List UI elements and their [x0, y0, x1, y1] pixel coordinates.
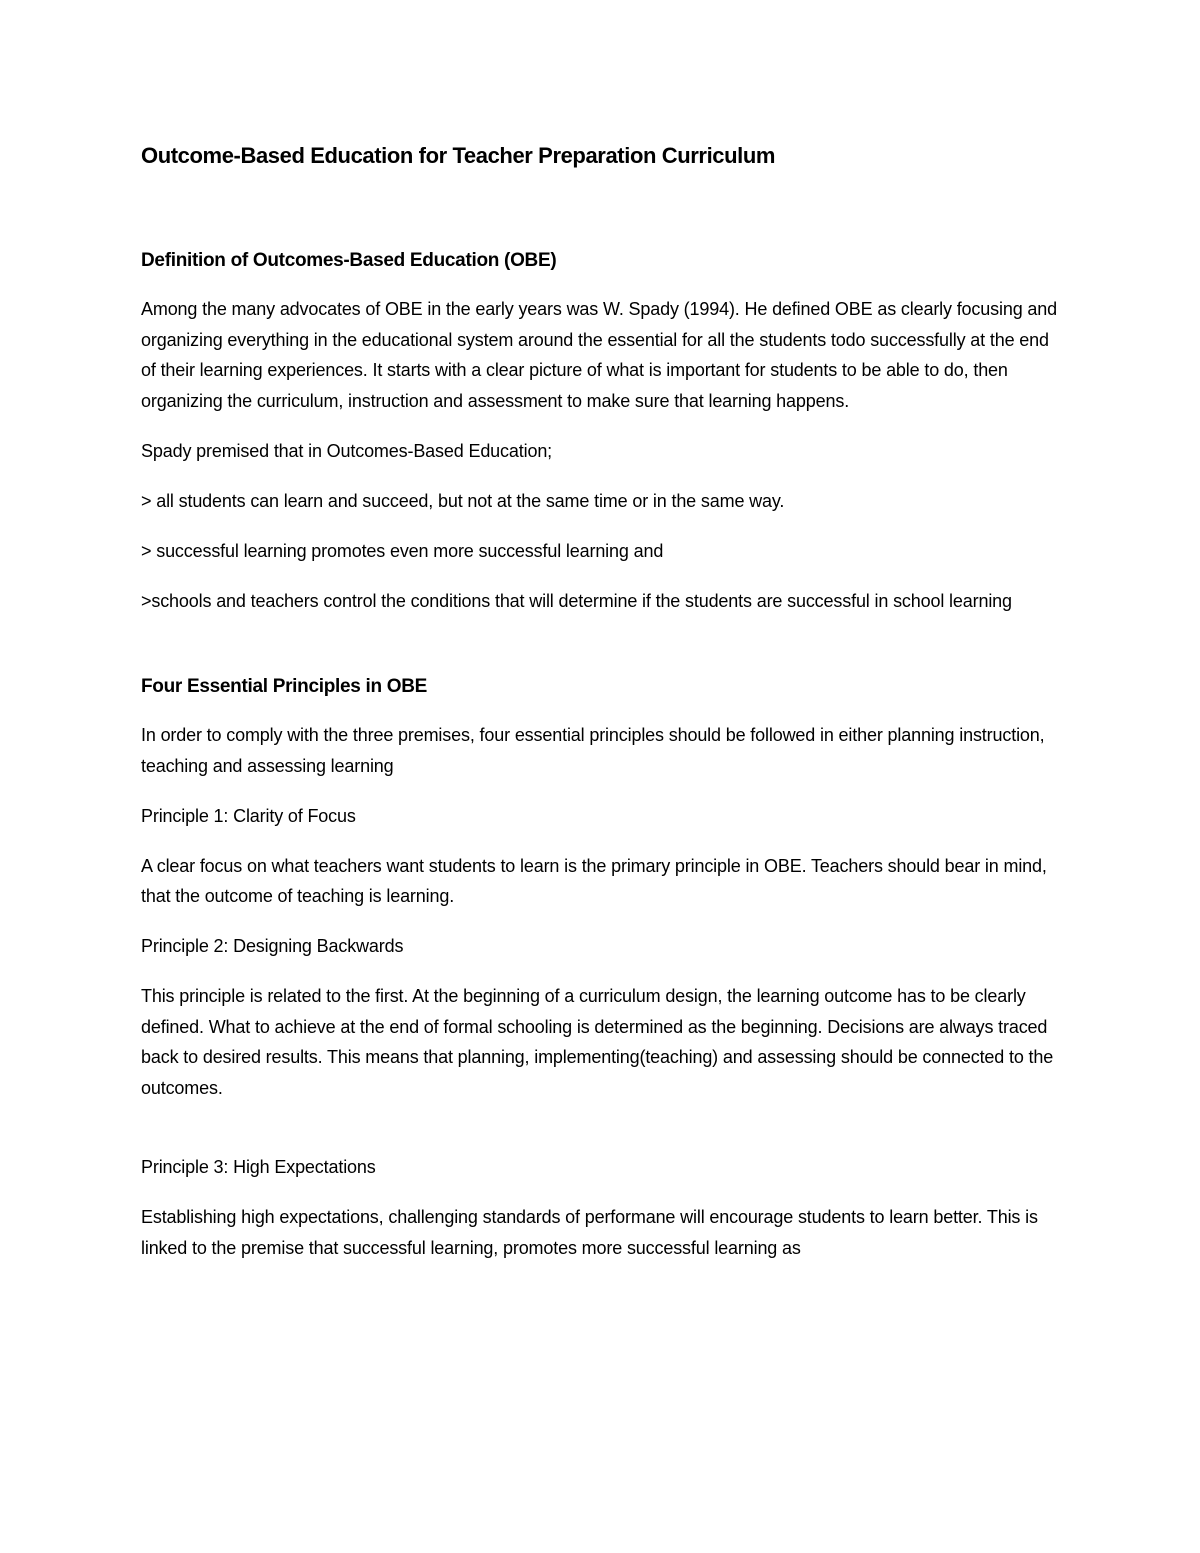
premise-item-3: >schools and teachers control the conditions that will determine if the students are successful in school learning: [141, 590, 1012, 611]
document-body: [141, 142, 1061, 1263]
premise-item-1: > all students can learn and succeed, but not at the same time or in the same way.: [141, 490, 785, 511]
principle-1-body: A clear focus on what teachers want students to learn is the primary principle in OBE. Teachers should bear in mind, that the outcome of teaching is learning.: [141, 855, 1047, 906]
premise-item-2: > successful learning promotes even more successful learning and: [141, 540, 664, 561]
principle-1-title: Principle 1: Clarity of Focus: [141, 805, 356, 826]
principle-2-body: This principle is related to the first. At the beginning of a curriculum design, the learning outcome has to be clearly defined. What to achieve at the end of formal schooling is determined as the beginning. Decisions are always traced back to desired results. This means that planning, implementing(teaching) and assessing should be connected to the outcomes.: [141, 986, 1054, 1098]
document-title: Outcome-Based Education for Teacher Preparation Curriculum: [141, 143, 776, 168]
principle-2-title: Principle 2: Designing Backwards: [141, 936, 404, 956]
principles-intro-paragraph: In order to comply with the three premises, four essential principles should be followed in either planning instruction, teaching and assessing learning: [141, 725, 1045, 776]
principle-3-body: Establishing high expectations, challenging standards of performane will encourage students to learn better. This is linked to the premise that successful learning, promotes more successful learning as: [141, 1207, 1038, 1258]
section-heading-definition: Definition of Outcomes-Based Education (OBE): [141, 250, 557, 271]
principle-3-title: Principle 3: High Expectations: [141, 1157, 376, 1177]
definition-paragraph: Among the many advocates of OBE in the early years was W. Spady (1994). He defined OBE as clearly focusing and organizing everything in the educational system around the essential for all the students todo successfully at the end of their learning experiences. It starts with a clear picture of what is important for students to be able to do, then organizing the curriculum, instruction and assessment to make sure that learning happens.: [141, 299, 1057, 411]
section-heading-principles: Four Essential Principles in OBE: [141, 676, 428, 697]
premise-intro-paragraph: Spady premised that in Outcomes-Based Education;: [141, 440, 553, 461]
